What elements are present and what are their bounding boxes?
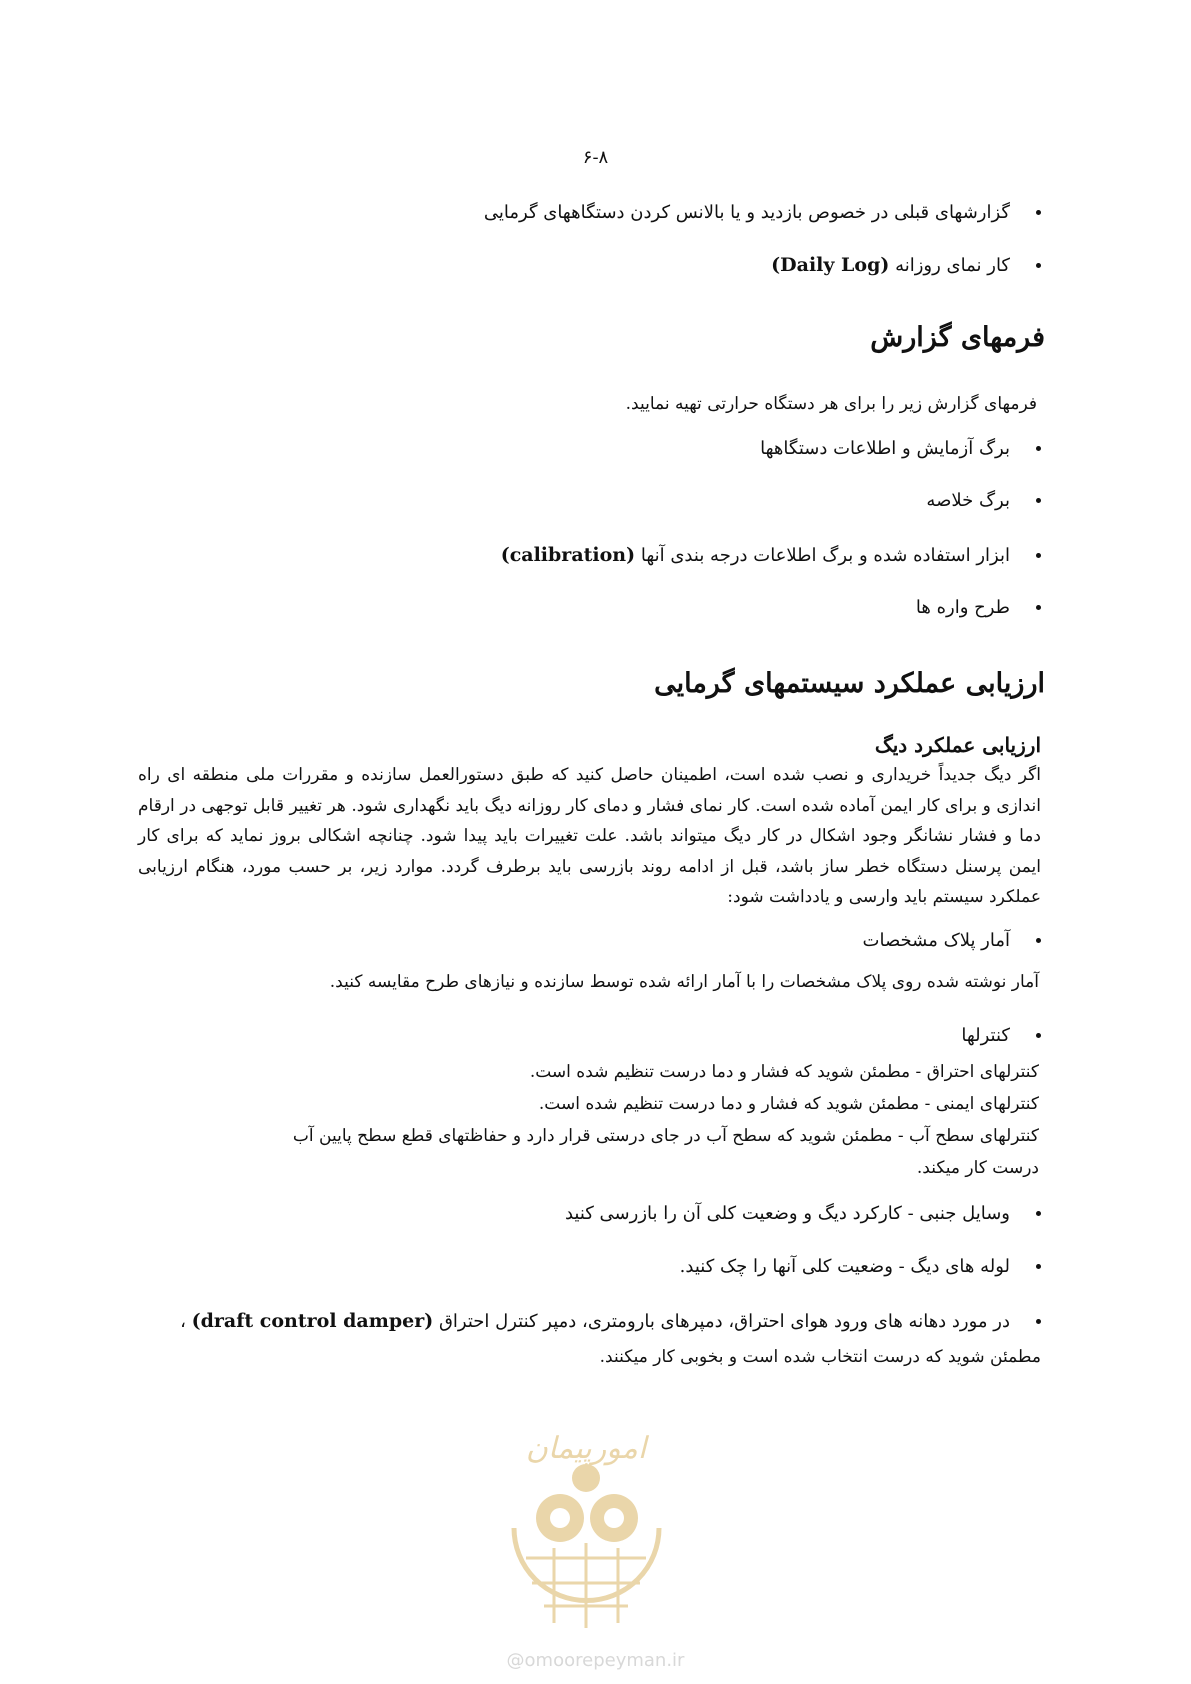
bullet-icon: [1036, 498, 1041, 503]
list-item: [771, 254, 1041, 276]
list-item: [916, 597, 1041, 618]
list-item-text: گزارشهای قبلی در خصوص بازدید و یا بالانس کردن دستگاههای گرمایی: [483, 202, 1010, 223]
list-item: [565, 1203, 1041, 1224]
list-item-text: برگ خلاصه: [926, 490, 1010, 511]
nameplate-description: آمار نوشته شده روی پلاک مشخصات را با آمار ارائه شده توسط سازنده و نیازهای طرح مقایسه کنید.: [329, 972, 1039, 992]
boiler-paragraph: اگر دیگ جدیداً خریداری و نصب شده است، اطمینان حاصل کنید که طبق دستورالعمل سازنده و مقررات ملی منطقه ای راه اندازی و برای کار ایمن آماده شده است. کار نمای فشار و دمای کار روزانه دیگ باید نگهداری شود. هر تغییر قابل توجهی در ارقام دما و فشار نشانگر وجود اشکال در کار دیگ میتواند باشد. علت تغییرات باید پیدا شود. چنانچه اشکالی بروز نماید که برای کار ایمن پرسنل دستگاه خطر ساز باشد، قبل از ادامه روند بازرسی باید برطرف گردد. موارد زیر، بر حسب مورد، هنگام ارزیابی عملکرد سیستم باید وارسی و یادداشت شود:: [138, 765, 1041, 907]
forms-intro: فرمهای گزارش زیر را برای هر دستگاه حرارتی تهیه نمایید.: [625, 394, 1037, 414]
bullet-icon: [1036, 1033, 1041, 1038]
page-number: ۶-۸: [582, 147, 609, 168]
list-item-text: برگ آزمایش و اطلاعات دستگاهها: [760, 438, 1010, 459]
bullet-icon: [1036, 446, 1041, 451]
draft-control-damper-term: (draft control damper): [191, 1310, 434, 1332]
watermark-seal-text: امورپیمان: [525, 1431, 647, 1466]
list-item: [760, 438, 1041, 459]
damper-line-2: مطمئن شوید که درست انتخاب شده است و بخوبی کار میکنند.: [599, 1347, 1041, 1367]
subheading-boiler: ارزیابی عملکرد دیگ: [874, 733, 1041, 757]
section-heading-forms: فرمهای گزارش: [870, 322, 1045, 353]
list-item-text: وسایل جنبی - کارکرد دیگ و وضعیت کلی آن را بازرسی کنید: [564, 1203, 1010, 1224]
bullet-icon: [1036, 938, 1041, 943]
list-item-text: کار نمای روزانه (Daily Log): [771, 254, 1010, 276]
list-item: [863, 930, 1041, 951]
section-heading-evaluation: ارزیابی عملکرد سیستمهای گرمایی: [654, 668, 1045, 699]
list-item: [501, 544, 1041, 566]
list-item-text: آمار پلاک مشخصات: [862, 930, 1010, 951]
daily-log-term: (Daily Log): [771, 254, 890, 276]
bullet-icon: [1036, 263, 1041, 268]
bullet-icon: [1036, 210, 1041, 215]
bullet-icon: [1036, 605, 1041, 610]
bullet-icon: [1036, 553, 1041, 558]
list-item: [680, 1256, 1041, 1277]
controls-line: درست کار میکند.: [916, 1158, 1039, 1178]
calibration-term: (calibration): [500, 544, 636, 566]
bullet-icon: [1036, 1319, 1041, 1324]
bullet-icon: [1036, 1211, 1041, 1216]
list-item-text: لوله های دیگ - وضعیت کلی آنها را چک کنید.: [679, 1256, 1010, 1277]
watermark-logo: [474, 1418, 699, 1643]
list-item: [961, 1025, 1041, 1046]
list-item-text: طرح واره ها: [915, 597, 1010, 618]
controls-line: کنترلهای سطح آب - مطمئن شوید که سطح آب در جای درستی قرار دارد و حفاظتهای قطع سطح پایین آب: [292, 1126, 1039, 1146]
list-item: [484, 202, 1041, 223]
bullet-icon: [1036, 1264, 1041, 1269]
controls-line: کنترلهای ایمنی - مطمئن شوید که فشار و دما درست تنظیم شده است.: [538, 1094, 1039, 1114]
list-item: [926, 490, 1041, 511]
list-item-text: در مورد دهانه های ورود هوای احتراق، دمپرهای بارومتری، دمپر کنترل احتراق (draft control damper) ،: [180, 1310, 1010, 1332]
list-item: [180, 1310, 1041, 1332]
watermark-url: @omoorepeyman.ir: [506, 1650, 685, 1671]
controls-line: کنترلهای احتراق - مطمئن شوید که فشار و دما درست تنظیم شده است.: [529, 1062, 1039, 1082]
list-item-text: کنترلها: [961, 1025, 1010, 1046]
list-item-text: ابزار استفاده شده و برگ اطلاعات درجه بندی آنها (calibration): [500, 544, 1010, 566]
